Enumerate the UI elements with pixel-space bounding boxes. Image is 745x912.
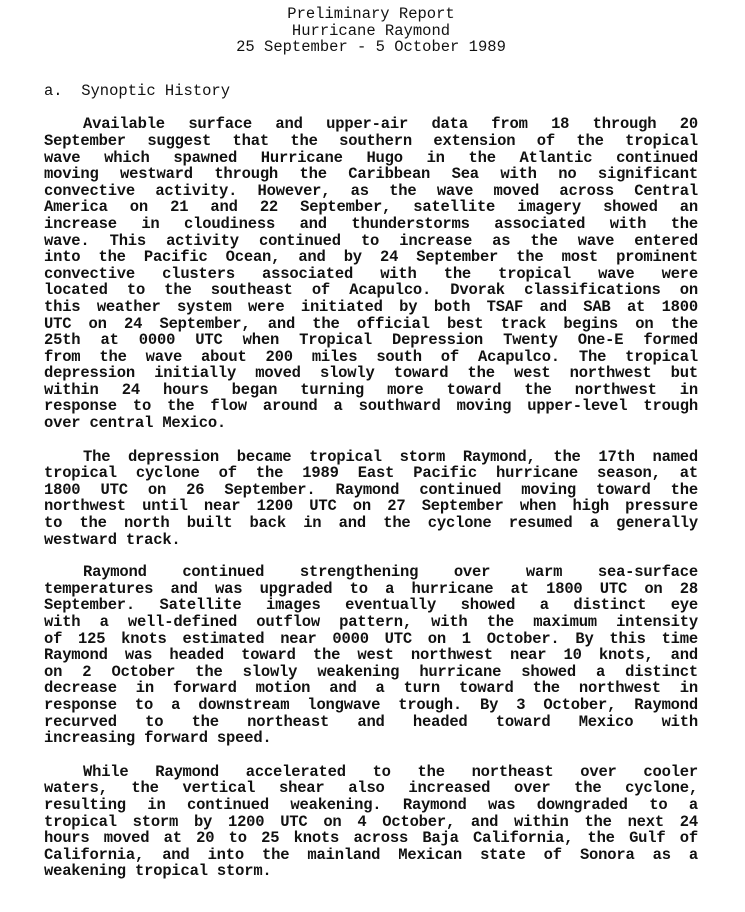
paragraph-line: Raymond continued strengthening over warm sea-surface	[83, 563, 698, 582]
paragraph-1	[44, 116, 698, 431]
paragraph-line: convective activity. However, as the wave moved across Central	[44, 181, 698, 200]
paragraph-line: depression initially moved slowly toward the west northwest but	[44, 364, 698, 383]
paragraph-line: waters, the vertical shear also increased over the cyclone,	[44, 779, 698, 798]
paragraph-line: The depression became tropical storm Raymond, the 17th named	[83, 447, 698, 466]
paragraph-line: September. Satellite images eventually showed a distinct eye	[44, 596, 698, 615]
paragraph-line: hours moved at 20 to 25 knots across Baja California, the Gulf of	[44, 829, 698, 848]
paragraph-line: resulting in continued weakening. Raymond was downgraded to a	[44, 795, 698, 814]
paragraph-line: moving westward through the Caribbean Sea with no significant	[44, 165, 698, 184]
paragraph-line: with a well-defined outflow pattern, with the maximum intensity	[44, 613, 698, 631]
paragraph-line: 1800 UTC on 26 September. Raymond continued moving toward the	[44, 480, 698, 499]
paragraph-line: wave. This activity continued to increase as the wave entered	[44, 231, 698, 250]
storm-name: Hurricane Raymond	[291, 21, 451, 40]
paragraph-line: into the Pacific Ocean, and by 24 September the most prominent	[44, 248, 698, 267]
paragraph-line: increase in cloudiness and thunderstorms associated with the	[44, 214, 698, 233]
paragraph-line: convective clusters associated with the tropical wave were	[44, 264, 698, 283]
paragraph-4	[44, 764, 698, 880]
paragraph-line: wave which spawned Hurricane Hugo in the Atlantic continued	[44, 148, 698, 167]
date-range: 25 September - 5 October 1989	[236, 38, 506, 57]
paragraph-line: recurved to the northeast and headed toward Mexico with	[44, 712, 698, 731]
paragraph-line: 25th at 0000 UTC when Tropical Depression Twenty One-E formed	[44, 331, 698, 350]
paragraph-line: September suggest that the southern extension of the tropical	[44, 131, 698, 150]
paragraph-line: tropical storm by 1200 UTC on 4 October, and within the next 24	[44, 812, 698, 831]
paragraph-line: increasing forward speed.	[44, 729, 272, 748]
paragraph-2	[44, 449, 698, 549]
paragraph-line: over central Mexico.	[44, 414, 227, 433]
report-type: Preliminary Report	[287, 5, 455, 23]
paragraph-line: westward track.	[44, 530, 181, 549]
report-header	[44, 6, 698, 56]
paragraph-line: Available surface and upper-air data from 18 through 20	[83, 115, 698, 134]
paragraph-line: from the wave about 200 miles south of Acapulco. The tropical	[44, 347, 698, 366]
paragraph-line: within 24 hours began turning more toward the northwest in	[44, 380, 698, 399]
paragraph-line: located to the southeast of Acapulco. Dvorak classifications on	[44, 281, 698, 300]
paragraph-line: California, and into the mainland Mexican state of Sonora as a	[44, 845, 698, 864]
report-page	[44, 6, 698, 880]
paragraph-line: response to a downstream longwave trough. By 3 October, Raymond	[44, 695, 698, 714]
paragraph-line: of 125 knots estimated near 0000 UTC on 1 October. By this time	[44, 629, 698, 648]
paragraph-line: northwest until near 1200 UTC on 27 September when high pressure	[44, 497, 698, 516]
paragraph-line: decrease in forward motion and a turn toward the northwest in	[44, 679, 698, 698]
paragraph-line: temperatures and was upgraded to a hurricane at 1800 UTC on 28	[44, 579, 698, 598]
paragraph-line: tropical cyclone of the 1989 East Pacific hurricane season, at	[44, 464, 698, 483]
paragraph-3	[44, 564, 698, 747]
paragraph-line: response to the flow around a southward moving upper-level trough	[44, 397, 698, 416]
paragraph-line: UTC on 24 September, and the official best track begins on the	[44, 314, 698, 333]
paragraph-line: to the north built back in and the cyclone resumed a generally	[44, 514, 698, 533]
paragraph-line: While Raymond accelerated to the northeast over cooler	[83, 762, 698, 781]
section-heading: a. Synoptic History	[44, 81, 231, 100]
paragraph-line: this weather system were initiated by both TSAF and SAB at 1800	[44, 297, 698, 316]
paragraph-line: America on 21 and 22 September, satellite imagery showed an	[44, 198, 698, 217]
paragraph-line: Raymond was headed toward the west northwest near 10 knots, and	[44, 646, 698, 665]
paragraph-line: on 2 October the slowly weakening hurricane showed a distinct	[44, 662, 698, 681]
paragraph-line: weakening tropical storm.	[44, 862, 272, 881]
